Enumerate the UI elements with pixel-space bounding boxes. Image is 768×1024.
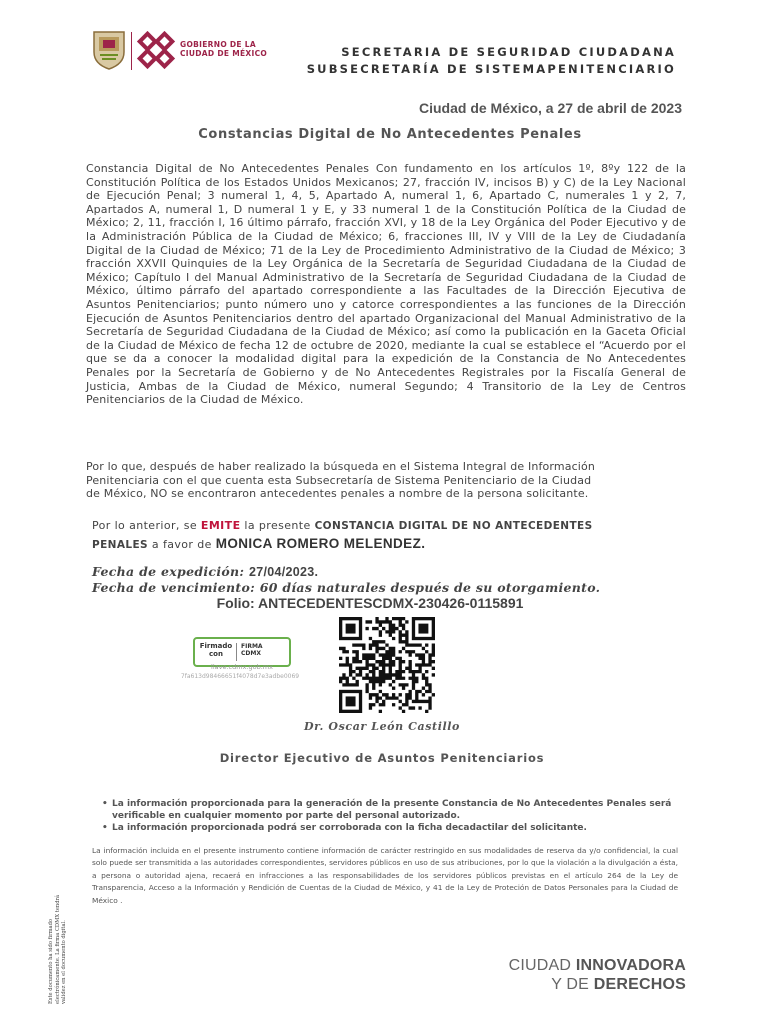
issue-date-label: Fecha de expedición:	[92, 564, 245, 579]
slogan-word-2: INNOVADORA	[575, 957, 686, 974]
validity-dates	[92, 564, 692, 595]
slogan-word-3: Y DE	[551, 976, 590, 993]
verification-notes	[100, 798, 680, 834]
issuance-statement	[92, 517, 692, 554]
side-note-text: Este documento ha sido firmado electrónicamente. La firma CDMX tendrá validez en el documento digital.	[48, 894, 67, 1004]
expiration-text: Fecha de vencimiento: 60 días naturales después de su otorgamiento.	[92, 580, 601, 595]
note-item: • La información proporcionada para la generación de la presente Constancia de No Antecedentes Penales será verificable en cualquier momento por parte del personal autorizado.	[100, 798, 680, 822]
gov-line-1: GOBIERNO DE LA	[180, 40, 256, 49]
firma-line-1: FIRMA	[241, 643, 263, 650]
firmado-line-1: Firmado	[199, 642, 233, 650]
slogan-word-4: DERECHOS	[593, 976, 686, 993]
folio-number: Folio: ANTECEDENTESCDMX-230426-0115891	[216, 595, 524, 611]
document-date: Ciudad de México, a 27 de abril de 2023	[419, 100, 682, 116]
coat-of-arms-icon	[92, 30, 126, 70]
document-title: Constancias Digital de No Antecedentes Penales	[198, 127, 582, 142]
issuing-office	[280, 44, 676, 78]
confidentiality-disclaimer: La información incluida en el presente instrumento contiene información de carácter restringido en sus modalidades de reserva da y/o confidencial, la cual solo puede ser transmitida a las autoridades correspondientes, servidores públicos en uso de sus atribuciones, por lo que la violación a la divulgación a ésta, a persona o autoridad ajena, recaerá en infracciones a las responsabilidades de los servidores públicos previstas en el artículo 264 de la Ley de Transparencia, Acceso a la Información y Rendición de Cuentas de la Ciudad de México, y 41 de la Ley de Proteción de Datos Personales para la Ciudad de México .	[92, 846, 678, 905]
logo-divider	[131, 32, 132, 70]
badge-divider	[236, 643, 237, 661]
applicant-name: MONICA ROMERO MELENDEZ.	[215, 536, 426, 551]
search-result-paragraph	[86, 460, 686, 501]
subsecretaria-name: SUBSECRETARÍA DE SISTEMAPENITENCIARIO	[306, 62, 676, 76]
side-signature-note	[44, 880, 67, 1004]
result-line-2: Penitenciaria con el que cuenta esta Subsecretaría de Sistema Penitenciario de la Ciudad	[86, 473, 592, 487]
signer-title: Director Ejecutivo de Asuntos Penitenciarios	[219, 751, 545, 765]
note-item: • La información proporcionada podrá ser corroborada con la ficha decadactilar del solicitante.	[100, 822, 680, 834]
cdmx-logo-icon	[136, 30, 176, 70]
government-logo	[92, 28, 282, 74]
secretaria-name: SECRETARIA DE SEGURIDAD CIUDADANA	[341, 45, 676, 59]
llave-url: llave.cdmx.gob.mx	[211, 663, 273, 671]
firma-line-2: CDMX	[241, 650, 261, 657]
firmado-line-2: con	[209, 650, 223, 658]
signature-hash: 7fa613d98466651f4078d7e3adbe0069	[180, 673, 300, 680]
firma-cdmx-label	[241, 643, 263, 657]
gov-line-2: CIUDAD DE MÉXICO	[180, 49, 268, 58]
legal-basis-paragraph: Constancia Digital de No Antecedentes Penales Con fundamento en los artículos 1º, 8ºy 122 de la Constitución Política de los Estados Unidos Mexicanos; 27, fracción IV, incisos B) y C) de la Ley Nacional de Ejecución Penal; 3 numeral 1, 4, 5, Apartado A, numeral 1, 6, Apartado C, numerales 1 y 2, 7, Apartados A, numeral 1, D numeral 1 y E, y 33 numeral 1 de la Constitución Política de la Ciudad de México; 2, 11, fracción I, 16 último párrafo, fracción XVI, y 18 de la Ley Orgánica del Poder Ejecutivo y de la Administración Pública de la Ciudad de México; 6, fracciones III, IV y VIII de la Ley de Ciudadanía Digital de la Ciudad de México; 71 de la Ley de Procedimiento Administrativo de la Ciudad de México; 3 fracción XXVII Quinquies de la Ley Orgánica de la Secretaría de Seguridad Ciudadana de la Ciudad de México; Capítulo I del Manual Administrativo de la Secretaría de Seguridad Ciudadana de la Ciudad de México, último párrafo del apartado correspondiente a las Facultades de la Dirección Ejecutiva de Asuntos Penitenciarios; punto número uno y catorce correspondientes a las funciones de la Dirección Ejecución de Asuntos Penitenciarios dentro del apartado Organizacional del Manual Administrativo de la Secretaría de Seguridad Ciudadana de la Ciudad de México; así como la publicación en la Gaceta Oficial de la Ciudad de México de fecha 12 de octubre de 2020, mediante la cual se establece el “Acuerdo por el que se da a conocer la modalidad digital para la expedición de la Constancia de No Antecedentes Penales por la Secretaría de Gobierno y de No Antecedentes Registrales por la Fiscalía General de Justicia, Ambas de la Ciudad de México, numeral Segundo; 4 Transitorio de la Ley de Centros Penitenciarios de la Ciudad de México.	[86, 162, 686, 407]
emite-keyword: EMITE	[200, 519, 241, 532]
issue-date-value: 27/04/2023.	[248, 565, 319, 579]
constancia-name-part2: PENALES	[92, 539, 149, 551]
result-line-3: de México, NO se encontraron antecedentes penales a nombre de la persona solicitante.	[86, 487, 589, 501]
constancia-name-part1: CONSTANCIA DIGITAL DE NO ANTECEDENTES	[314, 520, 593, 532]
emite-middle: la presente	[244, 519, 311, 532]
slogan-word-1: CIUDAD	[508, 957, 572, 974]
result-line-1: Por lo que, después de haber realizado la búsqueda en el Sistema Integral de Información	[86, 460, 595, 473]
emite-favor: a favor de	[151, 538, 212, 551]
government-name	[180, 40, 267, 58]
qr-code-icon	[339, 617, 435, 713]
signer-name: Dr. Oscar León Castillo	[304, 720, 460, 733]
emite-prefix: Por lo anterior, se	[92, 519, 197, 532]
firmado-label	[199, 642, 233, 658]
city-slogan	[420, 956, 686, 994]
